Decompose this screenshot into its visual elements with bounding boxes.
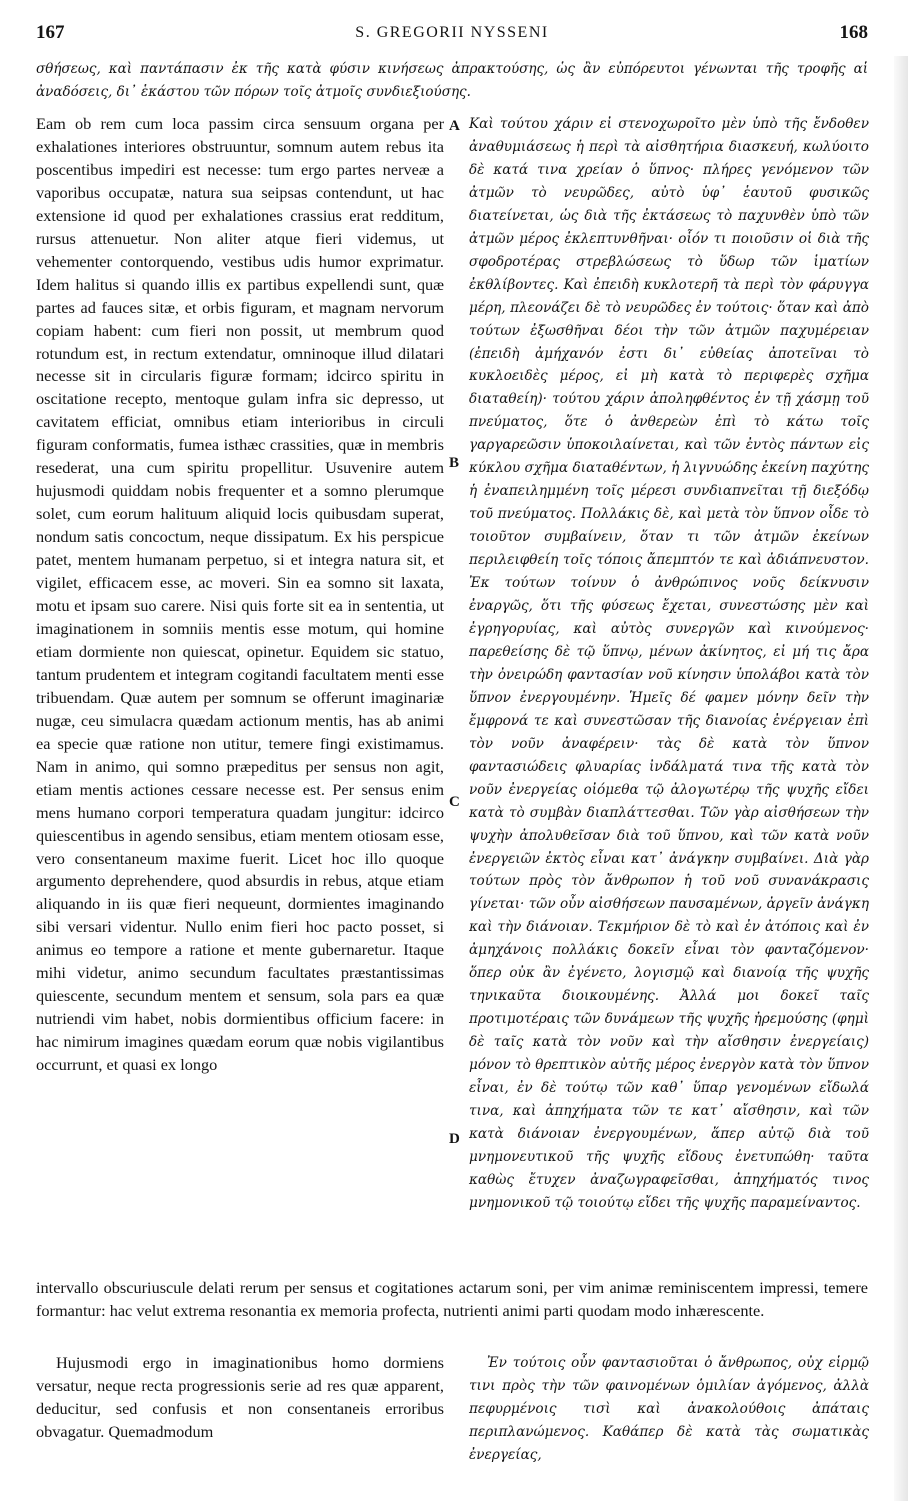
page-edge-shadow <box>894 56 908 1501</box>
running-head: S. GREGORII NYSSENI <box>355 24 549 41</box>
margin-marker-a: A <box>449 118 460 134</box>
greek-column-main: Καὶ τούτου χάριν εἰ στενοχωροῖτο μὲν ὑπὸ τῆς ἔνδοθεν ἀναθυμιάσεως ἡ περὶ τὰ αἰσθητήρια διασκευή, κωλύοιτο δὲ κατά τινα χρείαν ὁ ὕπνος· πλήρες γενόμενον τῶν ἀτμῶν τὸ νευρῶδες, αὐτὸ ὑφ᾽ ἑαυτοῦ φυσικῶς διατείνεται, ὡς διὰ τῆς ἐκτάσεως τὸ παχυνθὲν ὑπὸ τῶν ἀτμῶν μέρος ἐκλεπτυνθῆναι· οἷόν τι ποιοῦσιν οἱ διὰ τῆς σφοδροτέρας στρεβλώσεως τὸ ὕδωρ τῶν ἱματίων ἐκθλίβοντες. Καὶ ἐπειδὴ κυκλοτερῆ τὰ περὶ τὸν φάρυγγα μέρη, πλεονάζει δὲ τὸ νευρῶδες ἐν τούτοις· ὅταν καὶ ἀπὸ τούτων ἐξωσθῆναι δέοι τὴν τῶν ἀτμῶν παχυμέρειαν (ἐπειδὴ ἀμήχανόν ἐστι δι᾽ εὐθείας ἀποτεῖναι τὸ κυκλοειδὲς μέρος, εἰ μὴ κατὰ τὸ περιφερὲς σχῆμα διαταθείη)· τούτου χάριν ἀποληφθέντος ἐν τῇ χάσμῃ τοῦ πνεύματος, ὅτε ὁ ἀνθερεὼν ἐπὶ τὸ κάτω τοῖς γαργαρεῶσιν ὑποκοιλαίνεται, καὶ τῶν ἐντὸς πάντων εἰς κύκλου σχῆμα διαταθέντων, ἡ λιγνυώδης ἐκείνη παχύτης ἡ ἐναπειλημμένη τοῖς μέρεσι συνδιαπνεῖται τῇ διεξόδῳ τοῦ πνεύματος. Πολλάκις δὲ, καὶ μετὰ τὸν ὕπνον οἶδε τὸ τοιοῦτον συμβαίνειν, ὅταν τι τῶν ἀτμῶν ἐκείνων περιλειφθείη τοῖς τόποις ἄπεμπτόν τε καὶ ἀδιάπνευστον. Ἐκ τούτων τοίνυν ὁ ἀνθρώπινος νοῦς δείκνυσιν ἐναργῶς, ὅτι τῆς φύσεως ἔχεται, συνεστώσης μὲν καὶ ἐγρηγορυίας, καὶ αὐτὸς συνεργῶν καὶ κινούμενος· παρεθείσης δὲ τῷ ὕπνῳ, μένων ἀκίνητος, εἰ μή τις ἄρα τὴν ὀνειρώδη φαντασίαν νοῦ κίνησιν ὑπολάβοι κατὰ τὸν ὕπνον ἐνεργουμένην. Ἡμεῖς δέ φαμεν μόνην δεῖν τὴν ἔμφρονά τε καὶ συνεστῶσαν τῆς διανοίας ἐνέργειαν ἐπὶ τὸν νοῦν ἀναφέρειν· τὰς δὲ κατὰ τὸν ὕπνον φαντασιώδεις φλυαρίας ἰνδάλματά τινα τῆς κατὰ τὸν νοῦν ἐνεργείας οἰόμεθα τῷ ἀλογωτέρῳ τῆς ψυχῆς εἴδει κατὰ τὸ συμβὰν διαπλάττεσθαι. Τῶν γὰρ αἰσθήσεων τὴν ψυχὴν ἀπολυθεῖσαν διὰ τοῦ ὕπνου, καὶ τῶν κατὰ νοῦν ἐνεργειῶν ἐκτὸς εἶναι κατ᾽ ἀνάγκην συμβαίνει. Διὰ γὰρ τούτων πρὸς τὸν ἄνθρωπον ἡ τοῦ νοῦ συνανάκρασις γίνεται· τῶν οὖν αἰσθήσεων παυσαμένων, ἀργεῖν ἀνάγκη καὶ τὴν διάνοιαν. Τεκμήριον δὲ τὸ καὶ ἐν ἀτόποις καὶ ἐν ἀμηχάνοις πολλάκις δοκεῖν εἶναι τὸν φανταζόμενον· ὅπερ οὐκ ἂν ἐγένετο, λογισμῷ καὶ διανοίᾳ τῆς ψυχῆς τηνικαῦτα διοικουμένης. Ἀλλά μοι δοκεῖ ταῖς προτιμοτέραις τῶν δυνάμεων τῆς ψυχῆς ἠρεμούσης (φημὶ δὲ ταῖς κατὰ τὸν νοῦν καὶ τὴν αἴσθησιν ἐνεργείαις) μόνον τὸ θρεπτικὸν αὐτῆς μέρος ἐνεργὸν κατὰ τὸν ὕπνον εἶναι, ἐν δὲ τούτῳ τῶν καθ᾽ ὕπαρ γενομένων εἴδωλά τινα, καὶ ἀπηχήματα τῶν τε κατ᾽ αἴσθησιν, καὶ τῶν κατὰ διάνοιαν ἐνεργουμένων, ἅπερ αὐτῷ διὰ τοῦ μνημονευτικοῦ τῆς ψυχῆς εἴδους ἐνετυπώθη· ταῦτα καθὼς ἔτυχεν ἀναζωγραφεῖσθαι, ἀπηχήματός τινος μνημονικοῦ τῷ τοιούτῳ εἴδει τῆς ψυχῆς παραμείναντος. <box>469 116 869 1211</box>
margin-marker-d: D <box>449 1131 460 1147</box>
latin-column-main: Eam ob rem cum loca passim circa sensuum organa per exhalationes interiores obstruuntur, somnum autem rebus ita poscentibus impediri est necesse: tum ergo partes nerveæ a vaporibus occupatæ, natura sua seipsas contendunt, ut hac extensione id quod per exhalationes crassius erat redditum, rursus attenuetur. Non aliter atque fieri videmus, ut vehementer contorquendo, vestibus udis humor exprimatur. Idem halitus si quando illis ex partibus expellendi sunt, quæ partes ad fauces sitæ, et orbis figuram, et magnam nervorum copiam habent: cum fieri non possit, ut membrum quod rotundum est, in rectum extendatur, omninoque illud dilatari necesse sit in circularis figuræ formam; idcirco spiritu in oscitatione recepto, mentoque gulam infra sic depresso, ut cavitatem efficiat, omnibus etiam interioribus in circuli figuram conformatis, fumea isthæc crassities, quæ in membris resederat, una cum spiritu propellitur. Usuvenire autem hujusmodi quiddam nobis frequenter et a somno plerumque solet, cum eorum halituum aliquid locis quibusdam superat, nondum satis concoctum, neque dissipatum. Ex his perspicue patet, mentem humanam perpetuo, si et integra natura sit, et vigilet, efficacem esse, ac moveri. Sin ea somno sit laxata, motu et ipsam suo carere. Nisi quis forte sit ea in sententia, ut imaginationem in somniis mentis esse motum, qui homine etiam dormiente non quiescat, opinetur. Equidem sic statuo, tantum prudentem et integram cogitandi facultatem menti esse tribuendam. Quæ autem per somnum se offerunt imaginariæ nugæ, ceu simulacra quædam actionum mentis, has ab animi ea specie quæ ratione non utitur, temere fingi existimamus. Nam in animo, qui somno præpeditus per sensus non agit, etiam mentis actiones cessare necesse est. Per sensus enim mens humano corpori temperatura quadam jungitur: idcirco quiescentibus in agendo sensibus, etiam mentem otiosam esse, vero consentaneum maxime fuerit. Licet hoc illo quoque argumento deprehendere, quod absurdis in rebus, atque etiam aliquando in iis quæ fieri nequeunt, dormientes imaginando sibi versari videntur. Nullo enim fieri hoc pacto posset, si animus eo tempore a ratione et mente gubernaretur. Itaque mihi videtur, animo secundum facultates præstantissimas quiescente, secundum mentem et sensum, sola pars ea quæ nutriendi vim habet, nobis dormientibus officium facere: in hac nimirum imagines quædam eorum quæ nobis vigilantibus occurrunt, et quasi ex longo <box>36 114 444 1075</box>
page-header <box>36 22 868 48</box>
page-number-right: 168 <box>839 22 868 43</box>
latin-paragraph-2: Hujusmodi ergo in imaginationibus homo dormiens versatur, neque recta progressionis serie ad res quæ apparent, deducitur, sed confusis et non consentaneis erroribus obvagatur. Quemadmodum <box>36 1353 444 1441</box>
latin-spanning-lines: intervallo obscuriuscule delati rerum per sensus et cogitationes actarum soni, per vim animæ reminiscentem impressi, temere formantur: hac velut extrema resonantia ex memoria profecta, nutrienti animi parti quodam modo inhærescente. <box>36 1278 868 1320</box>
margin-marker-b: B <box>449 455 460 471</box>
page-number-left: 167 <box>36 22 65 43</box>
greek-continuation-top: σθήσεως, καὶ παντάπασιν ἐκ τῆς κατὰ φύσιν κινήσεως ἀπρακτούσης, ὡς ἂν εὐπόρευτοι γένωνται τῆς τροφῆς αἱ ἀναδόσεις, δι᾽ ἑκάστου τῶν πόρων τοῖς ἀτμοῖς συνδιεξιούσης. <box>36 61 868 100</box>
margin-marker-c: C <box>449 794 460 810</box>
greek-paragraph-2: Ἐν τούτοις οὖν φαντασιοῦται ὁ ἄνθρωπος, οὐχ εἱρμῷ τινι πρὸς τὴν τῶν φαινομένων ὁμιλίαν ἀγόμενος, ἀλλὰ πεφυρμένοις τισὶ καὶ ἀνακολούθοις ἀπάταις περιπλανώμενος. Καθάπερ δὲ κατὰ τὰς σωματικὰς ἐνεργείας, <box>469 1355 869 1463</box>
